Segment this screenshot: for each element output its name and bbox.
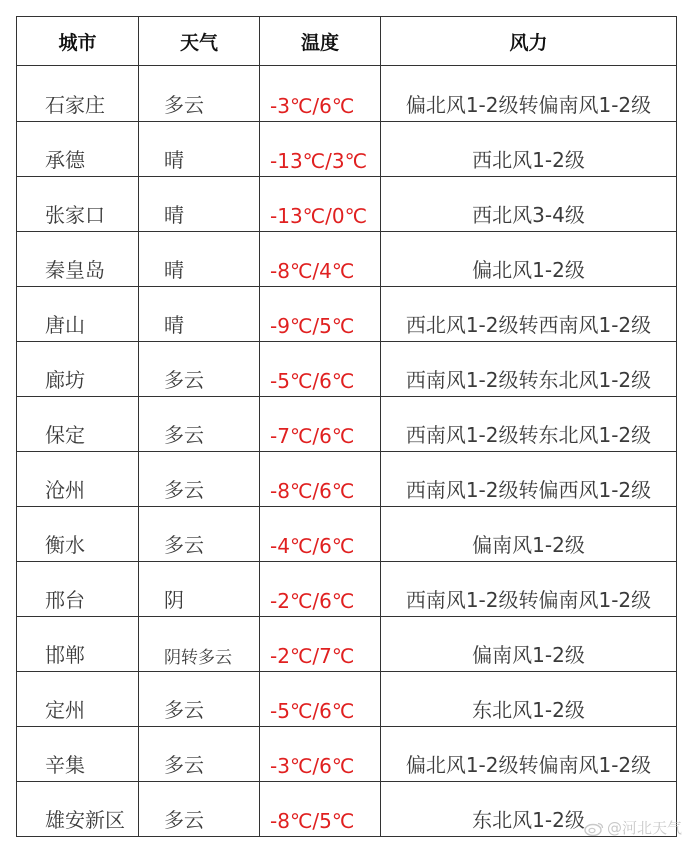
wind-cell: 西南风1-2级转东北风1-2级 xyxy=(381,397,677,452)
wind-cell: 西北风1-2级转西南风1-2级 xyxy=(381,287,677,342)
city-cell: 雄安新区 xyxy=(17,782,139,837)
city-cell: 承德 xyxy=(17,122,139,177)
header-temperature: 温度 xyxy=(260,17,381,66)
wind-cell: 偏南风1-2级 xyxy=(381,617,677,672)
wind-cell: 偏北风1-2级转偏南风1-2级 xyxy=(381,727,677,782)
wind-cell: 偏北风1-2级 xyxy=(381,232,677,287)
wind-cell: 西南风1-2级转偏西风1-2级 xyxy=(381,452,677,507)
table-row xyxy=(17,397,677,452)
weather-cell: 阴 xyxy=(139,562,260,617)
wind-cell: 偏南风1-2级 xyxy=(381,507,677,562)
wind-cell: 东北风1-2级 xyxy=(381,782,677,837)
city-cell: 廊坊 xyxy=(17,342,139,397)
weather-cell: 多云 xyxy=(139,397,260,452)
weather-cell: 多云 xyxy=(139,66,260,122)
table-row xyxy=(17,782,677,837)
temperature-cell: -8℃/6℃ xyxy=(260,452,381,507)
table-row xyxy=(17,287,677,342)
wind-cell: 西北风1-2级 xyxy=(381,122,677,177)
weibo-icon xyxy=(584,822,604,836)
table-row xyxy=(17,507,677,562)
temperature-cell: -2℃/6℃ xyxy=(260,562,381,617)
table-row xyxy=(17,672,677,727)
table-row xyxy=(17,342,677,397)
table-header-row xyxy=(17,17,677,66)
table-row xyxy=(17,66,677,122)
city-cell: 唐山 xyxy=(17,287,139,342)
table-row xyxy=(17,452,677,507)
temperature-cell: -9℃/5℃ xyxy=(260,287,381,342)
city-cell: 秦皇岛 xyxy=(17,232,139,287)
city-cell: 沧州 xyxy=(17,452,139,507)
temperature-cell: -8℃/5℃ xyxy=(260,782,381,837)
weather-cell: 多云 xyxy=(139,507,260,562)
temperature-cell: -2℃/7℃ xyxy=(260,617,381,672)
temperature-cell: -8℃/4℃ xyxy=(260,232,381,287)
table-row xyxy=(17,122,677,177)
city-cell: 衡水 xyxy=(17,507,139,562)
wind-cell: 西南风1-2级转东北风1-2级 xyxy=(381,342,677,397)
weather-cell: 阴转多云 xyxy=(139,617,260,672)
watermark xyxy=(584,817,682,838)
city-cell: 保定 xyxy=(17,397,139,452)
weather-cell: 晴 xyxy=(139,122,260,177)
temperature-cell: -5℃/6℃ xyxy=(260,672,381,727)
header-wind: 风力 xyxy=(381,17,677,66)
temperature-cell: -3℃/6℃ xyxy=(260,727,381,782)
temperature-cell: -13℃/0℃ xyxy=(260,177,381,232)
weather-cell: 晴 xyxy=(139,287,260,342)
city-cell: 辛集 xyxy=(17,727,139,782)
city-cell: 定州 xyxy=(17,672,139,727)
wind-cell: 东北风1-2级 xyxy=(381,672,677,727)
weather-cell: 多云 xyxy=(139,672,260,727)
table-row xyxy=(17,177,677,232)
city-cell: 邯郸 xyxy=(17,617,139,672)
forecast-table xyxy=(16,16,677,837)
temperature-cell: -5℃/6℃ xyxy=(260,342,381,397)
city-cell: 张家口 xyxy=(17,177,139,232)
watermark-text: @河北天气 xyxy=(606,819,682,837)
header-city: 城市 xyxy=(17,17,139,66)
temperature-cell: -4℃/6℃ xyxy=(260,507,381,562)
table-row xyxy=(17,232,677,287)
temperature-cell: -3℃/6℃ xyxy=(260,66,381,122)
table-row xyxy=(17,617,677,672)
wind-cell: 西北风3-4级 xyxy=(381,177,677,232)
temperature-cell: -13℃/3℃ xyxy=(260,122,381,177)
weather-cell: 晴 xyxy=(139,232,260,287)
weather-cell: 多云 xyxy=(139,342,260,397)
city-cell: 邢台 xyxy=(17,562,139,617)
wind-cell: 偏北风1-2级转偏南风1-2级 xyxy=(381,66,677,122)
weather-cell: 多云 xyxy=(139,727,260,782)
weather-cell: 多云 xyxy=(139,452,260,507)
wind-cell: 西南风1-2级转偏南风1-2级 xyxy=(381,562,677,617)
city-cell: 石家庄 xyxy=(17,66,139,122)
weather-cell: 晴 xyxy=(139,177,260,232)
weather-cell: 多云 xyxy=(139,782,260,837)
table-row xyxy=(17,562,677,617)
temperature-cell: -7℃/6℃ xyxy=(260,397,381,452)
table-row xyxy=(17,727,677,782)
header-weather: 天气 xyxy=(139,17,260,66)
